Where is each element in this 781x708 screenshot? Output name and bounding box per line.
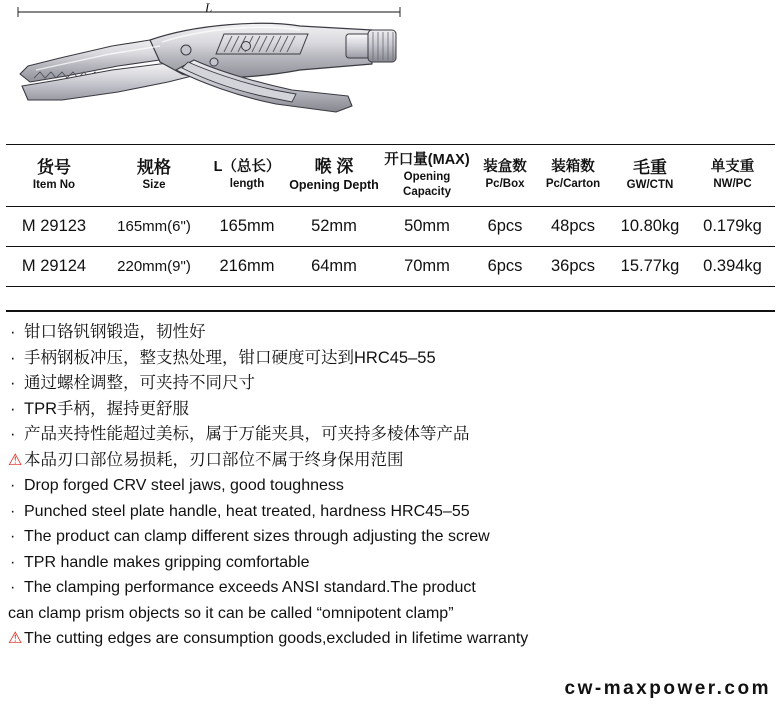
col-header-length-cn: L（总长） (213, 159, 281, 175)
col-header-size (102, 144, 206, 206)
bullet-icon: · (10, 553, 16, 571)
col-header-opening-capacity-cn: 开口量(MAX) (384, 151, 470, 168)
cell-opening-depth: 64mm (311, 256, 357, 275)
cell-pc-box: 6pcs (487, 256, 523, 275)
bullet-icon: · (10, 348, 16, 367)
table-header-row (6, 144, 775, 206)
col-header-pc-box (474, 144, 536, 206)
col-header-pc-carton-cn: 装箱数 (551, 159, 595, 175)
feature-item (8, 397, 773, 423)
table-row (6, 246, 775, 286)
cell-pc-box: 6pcs (487, 216, 523, 235)
col-header-opening-depth (288, 144, 380, 206)
feature-item-warning (8, 626, 773, 652)
feature-text: 手柄钢板冲压，整支热处理，钳口硬度可达到HRC45–55 (24, 348, 436, 367)
cell-size: 165mm(6") (117, 217, 191, 235)
col-header-pc-box-cn: 装盒数 (483, 159, 527, 175)
feature-list (8, 320, 773, 652)
feature-text: 本品刃口部位易损耗，刃口部位不属于终身保用范围 (24, 450, 404, 469)
pivot-rivet-2 (210, 58, 218, 66)
table-rule-bottom (6, 286, 775, 287)
product-illustration (0, 0, 781, 132)
warning-triangle-icon: ⚠ (8, 630, 23, 647)
bullet-icon: · (10, 425, 16, 443)
cell-pc-carton: 36pcs (550, 256, 596, 275)
feature-item (8, 499, 773, 525)
cell-size: 220mm(9") (117, 257, 191, 275)
warning-triangle-icon: ⚠ (8, 451, 23, 469)
feature-item (8, 473, 773, 499)
screw-housing (346, 34, 370, 58)
cell-opening-depth: 52mm (311, 216, 357, 235)
feature-item (8, 550, 773, 576)
feature-text: Punched steel plate handle, heat treated, hardness HRC45–55 (24, 502, 470, 520)
col-header-pc-carton-en: Pc/Carton (545, 178, 601, 190)
feature-text: The product can clamp different sizes through adjusting the screw (24, 528, 490, 545)
feature-text: 产品夹持性能超过美标，属于万能夹具，可夹持多棱体等产品 (24, 425, 470, 443)
cell-gw-ctn: 15.77kg (620, 256, 680, 275)
col-header-nw-pc-cn: 单支重 (710, 159, 755, 175)
feature-item (8, 346, 773, 372)
bullet-icon: · (10, 323, 16, 341)
table-row (6, 206, 775, 246)
dimension-label-L: L (205, 0, 213, 15)
cell-nw-pc: 0.179kg (703, 216, 762, 235)
col-header-item-no-en: Item No (32, 178, 76, 191)
cell-opening-capacity: 50mm (404, 216, 450, 235)
feature-item (8, 320, 773, 346)
cell-nw-pc: 0.394kg (703, 256, 762, 275)
footer-watermark: cw-maxpower.com (564, 678, 771, 699)
feature-item-continuation (8, 601, 773, 627)
feature-item (8, 524, 773, 550)
feature-text: TPR handle makes gripping comfortable (24, 553, 310, 571)
feature-item-warning (8, 448, 773, 474)
feature-text: The cutting edges are consumption goods,excluded in lifetime warranty (24, 630, 529, 647)
pivot-rivet-1 (181, 45, 191, 55)
feature-text: can clamp prism objects so it can be called “omnipotent clamp” (8, 604, 454, 622)
cell-length: 165mm (219, 216, 275, 235)
feature-item (8, 422, 773, 448)
col-header-length-en: length (229, 178, 265, 190)
col-header-opening-depth-cn: 喉 深 (314, 157, 354, 176)
feature-text: TPR手柄，握持更舒服 (24, 399, 189, 418)
col-header-pc-carton (536, 144, 610, 206)
bullet-icon: · (10, 477, 16, 494)
cell-length: 216mm (219, 256, 275, 275)
bullet-icon: · (10, 579, 16, 596)
bullet-icon: · (10, 502, 16, 520)
col-header-size-en: Size (142, 178, 166, 191)
adjusting-screw (368, 30, 396, 62)
col-header-item-no (6, 144, 102, 206)
col-header-length (206, 144, 288, 206)
feature-text: 钳口铬钒钢锻造，韧性好 (24, 323, 206, 341)
col-header-gw-ctn-en: GW/CTN (626, 178, 674, 191)
col-header-pc-box-en: Pc/Box (485, 178, 525, 190)
col-header-opening-capacity-en: Opening Capacity (403, 170, 451, 198)
feature-text: Drop forged CRV steel jaws, good toughness (24, 477, 344, 494)
cell-gw-ctn: 10.80kg (620, 216, 680, 235)
col-header-nw-pc (690, 144, 775, 206)
pivot-rivet-3 (242, 42, 251, 51)
bullet-icon: · (10, 399, 16, 418)
cell-item-no: M 29123 (21, 216, 87, 235)
col-header-gw-ctn-cn: 毛重 (633, 157, 667, 177)
col-header-gw-ctn (610, 144, 690, 206)
col-header-opening-depth-en: Opening Depth (289, 178, 379, 192)
bullet-icon: · (10, 528, 16, 545)
bullet-icon: · (10, 374, 16, 392)
col-header-opening-capacity (380, 144, 474, 206)
feature-item (8, 371, 773, 397)
cell-item-no: M 29124 (21, 256, 87, 275)
col-header-size-cn: 规格 (137, 157, 171, 177)
cell-pc-carton: 48pcs (550, 216, 596, 235)
col-header-nw-pc-en: NW/PC (713, 178, 752, 190)
feature-text: The clamping performance exceeds ANSI standard.The product (24, 579, 476, 596)
cell-opening-capacity: 70mm (404, 256, 450, 275)
feature-item (8, 575, 773, 601)
feature-text: 通过螺栓调整，可夹持不同尺寸 (24, 374, 255, 392)
col-header-item-no-cn: 货号 (37, 157, 71, 177)
specification-table (6, 144, 775, 286)
section-divider (6, 310, 775, 312)
